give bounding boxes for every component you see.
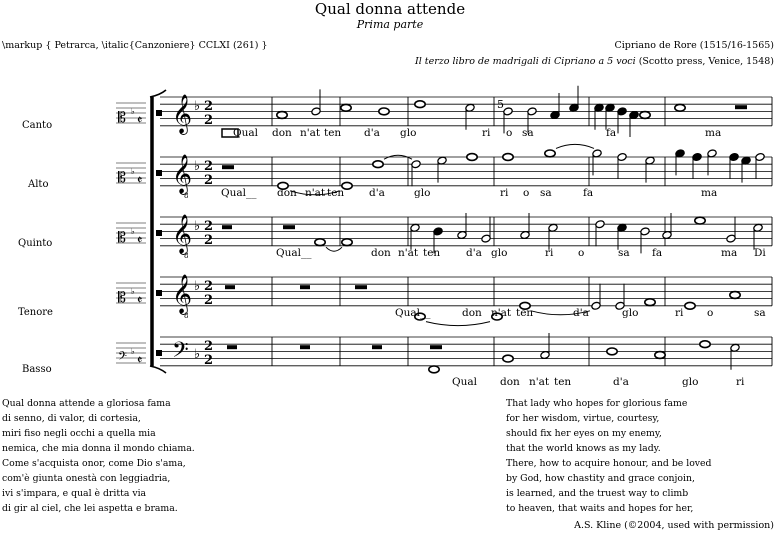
poem-line-italian: di gir al ciel, che lei aspetta e brama.	[2, 503, 178, 514]
lyric-syllable: don	[272, 127, 292, 139]
lyric-syllable: o	[707, 307, 714, 319]
whole-note	[429, 366, 439, 373]
lyric-syllable: sa	[618, 247, 630, 259]
clef-icon: 𝄞	[172, 154, 193, 194]
clef-icon: 𝄞	[172, 274, 193, 314]
incipit-flat-icon: ♭	[131, 227, 135, 236]
lyric-syllable: Qual__	[221, 187, 257, 199]
poem-line-english: to heaven, that waits and hopes for her,	[506, 503, 694, 514]
poem-line-english: should fix her eyes on my enemy,	[506, 428, 662, 439]
lyric-syllable: sa	[540, 187, 552, 199]
voice-name-canto: Canto	[22, 120, 53, 131]
lyric-syllable: fa	[606, 127, 617, 139]
lyric-syllable: o	[578, 247, 585, 259]
whole-note	[379, 108, 389, 115]
clef-icon: 𝄢	[172, 338, 189, 368]
whole-note	[730, 292, 740, 299]
poem-line-italian: di senno, di valor, di cortesia,	[2, 413, 141, 424]
lyric-syllable: ri	[482, 127, 491, 139]
cut-time-icon: 𝄵	[137, 113, 143, 127]
measure-number: 5	[497, 98, 504, 111]
lyric-syllable: don	[462, 307, 482, 319]
time-sig-top: 2	[204, 159, 214, 174]
whole-note	[685, 302, 695, 309]
key-flat-icon: ♭	[194, 159, 201, 174]
source-book: Il terzo libro de madrigali di Cipriano a 5 voci	[414, 56, 636, 67]
incipit-clef-icon: 𝄢	[118, 350, 128, 366]
lyric-syllable: glo	[682, 376, 699, 388]
rest	[372, 345, 382, 349]
translation-credit: A.S. Kline (©2004, used with permission)	[574, 520, 774, 531]
lyric-syllable: sa	[754, 307, 766, 319]
incipit-note	[156, 110, 162, 116]
rest	[225, 285, 235, 289]
poem-line-english: That lady who hopes for glorious fame	[506, 398, 688, 409]
whole-note	[342, 239, 352, 246]
lyric-syllable: fa	[652, 247, 663, 259]
incipit-note	[156, 170, 162, 176]
rest	[222, 225, 232, 229]
time-sig-top: 2	[204, 219, 214, 234]
whole-note	[373, 161, 383, 168]
whole-note	[503, 154, 513, 161]
voice-name-alto: Alto	[28, 179, 49, 190]
whole-note	[675, 104, 685, 111]
poem-line-english: by God, how chastity and grace conjoin,	[506, 473, 695, 484]
whole-note	[315, 239, 325, 246]
lyric-syllable: don	[277, 187, 297, 199]
octave-mark: 8	[184, 252, 189, 260]
poem-line-english: for her wisdom, virtue, courtesy,	[506, 413, 660, 424]
key-flat-icon: ♭	[194, 347, 201, 362]
lyric-syllable: fa	[583, 187, 594, 199]
clef-icon: 𝄞	[172, 214, 193, 254]
incipit-clef-icon: 𝄡	[118, 230, 126, 246]
lyric-syllable: ten	[423, 247, 441, 259]
poem-line-italian: com'è giunta onestà con leggiadria,	[2, 473, 171, 484]
cut-time-icon: 𝄵	[137, 293, 143, 307]
lyric-syllable: don	[371, 247, 391, 259]
piece-title: Qual donna attende	[314, 0, 466, 18]
incipit-flat-icon: ♭	[131, 347, 135, 356]
whole-note	[503, 355, 513, 362]
whole-note	[415, 101, 425, 108]
lyric-syllable: ri	[736, 376, 745, 388]
lyric-syllable: d'a	[364, 127, 380, 139]
octave-mark: 8	[184, 312, 189, 320]
composer-line: Cipriano de Rore (1515/16-1565)	[614, 40, 774, 51]
incipit-clef-icon: 𝄡	[118, 170, 126, 186]
lyric-syllable: Qual	[233, 127, 258, 139]
octave-mark: 8	[184, 192, 189, 200]
lyric-syllable: glo	[491, 247, 508, 259]
whole-note	[695, 217, 705, 224]
incipit-flat-icon: ♭	[131, 107, 135, 116]
time-sig-bottom: 2	[204, 353, 214, 368]
time-sig-bottom: 2	[204, 173, 214, 188]
time-sig-top: 2	[204, 279, 214, 294]
lyric-syllable: sa	[522, 127, 534, 139]
voice-name-basso: Basso	[22, 364, 52, 375]
voice-name-quinto: Quinto	[18, 238, 53, 249]
lyric-syllable: n'at	[398, 247, 419, 259]
whole-note	[467, 154, 477, 161]
rest	[300, 345, 310, 349]
lyric-syllable: glo	[622, 307, 639, 319]
lyric-syllable: n'at	[305, 187, 326, 199]
lyric-syllable: ri	[675, 307, 684, 319]
voice-name-tenore: Tenore	[18, 307, 53, 318]
rest	[283, 225, 295, 229]
whole-note	[545, 150, 555, 157]
cut-time-icon: 𝄵	[137, 173, 143, 187]
bracket-top	[150, 90, 166, 97]
whole-note	[640, 112, 650, 119]
piece-subtitle: Prima parte	[356, 18, 424, 31]
incipit-clef-icon: 𝄡	[118, 290, 126, 306]
lyric-syllable: n'at	[529, 376, 550, 388]
whole-note	[607, 348, 617, 355]
clef-icon: 𝄞	[172, 94, 193, 134]
lyric-syllable: Qual	[452, 376, 477, 388]
lyric-syllable: d'a	[613, 376, 629, 388]
poem-line-italian: nemica, che mia donna il mondo chiama.	[2, 443, 195, 454]
lyric-syllable: Qual__	[276, 247, 312, 259]
lyric-syllable: d'a	[466, 247, 482, 259]
lyric-syllable: glo	[414, 187, 431, 199]
cut-time-icon: 𝄵	[137, 353, 143, 367]
incipit-flat-icon: ♭	[131, 167, 135, 176]
whole-note	[341, 104, 351, 111]
poem-line-italian: ivi s'impara, e qual è dritta via	[2, 488, 147, 499]
lyric-syllable: ma	[701, 187, 718, 199]
poem-line-english: that the world knows as my lady.	[506, 443, 661, 454]
time-sig-top: 2	[204, 339, 214, 354]
lyric-syllable: n'at	[300, 127, 321, 139]
rest	[430, 345, 442, 349]
incipit-clef-icon: 𝄡	[118, 110, 126, 126]
time-sig-bottom: 2	[204, 233, 214, 248]
lyric-syllable: ten	[327, 187, 345, 199]
rest	[355, 285, 367, 289]
rest	[735, 105, 747, 109]
lyric-syllable: ten	[516, 307, 534, 319]
time-sig-bottom: 2	[204, 293, 214, 308]
cut-time-icon: 𝄵	[137, 233, 143, 247]
rest	[227, 345, 237, 349]
bracket-bottom	[150, 366, 166, 373]
lyric-syllable: ma	[721, 247, 738, 259]
poem-line-italian: miri fiso negli occhi a quella mia	[2, 428, 156, 439]
lyric-syllable: d'a	[369, 187, 385, 199]
lyric-syllable: don	[500, 376, 520, 388]
whole-note	[700, 341, 710, 348]
whole-note	[645, 299, 655, 306]
key-flat-icon: ♭	[194, 99, 201, 114]
time-sig-top: 2	[204, 99, 214, 114]
poem-line-english: is learned, and the truest way to climb	[506, 488, 689, 499]
poem-line-italian: Come s'acquista onor, come Dio s'ama,	[2, 458, 186, 469]
tie	[556, 144, 594, 148]
lyric-syllable: o	[523, 187, 530, 199]
key-flat-icon: ♭	[194, 279, 201, 294]
source-publisher: (Scotto press, Venice, 1548)	[635, 56, 774, 67]
lyric-syllable: o	[506, 127, 513, 139]
poem-line-italian: Qual donna attende a gloriosa fama	[2, 398, 171, 409]
tie	[326, 247, 342, 251]
tie	[426, 322, 490, 326]
incipit-note	[156, 230, 162, 236]
incipit-flat-icon: ♭	[131, 287, 135, 296]
rest	[300, 285, 310, 289]
lyric-syllable: Qual__	[395, 307, 431, 319]
lyric-syllable: ri	[545, 247, 554, 259]
lyric-syllable: ten	[324, 127, 342, 139]
whole-note	[655, 352, 665, 359]
lyric-syllable: d'a	[573, 307, 589, 319]
lyric-syllable: Di	[754, 247, 766, 259]
dedication-line: \markup { Petrarca, \italic{Canzoniere} CCLXI (261) }	[2, 40, 268, 51]
lyric-syllable: ma	[705, 127, 722, 139]
poem-line-english: There, how to acquire honour, and be loved	[506, 458, 712, 469]
incipit-note	[156, 290, 162, 296]
whole-note	[277, 112, 287, 119]
lyric-syllable: ten	[554, 376, 572, 388]
incipit-staves	[116, 103, 162, 367]
rest	[222, 165, 234, 169]
lyric-syllable: ri	[500, 187, 509, 199]
incipit-note	[156, 350, 162, 356]
time-sig-bottom: 2	[204, 113, 214, 128]
lyric-syllable: glo	[400, 127, 417, 139]
key-flat-icon: ♭	[194, 219, 201, 234]
lyric-syllable: n'at	[491, 307, 512, 319]
